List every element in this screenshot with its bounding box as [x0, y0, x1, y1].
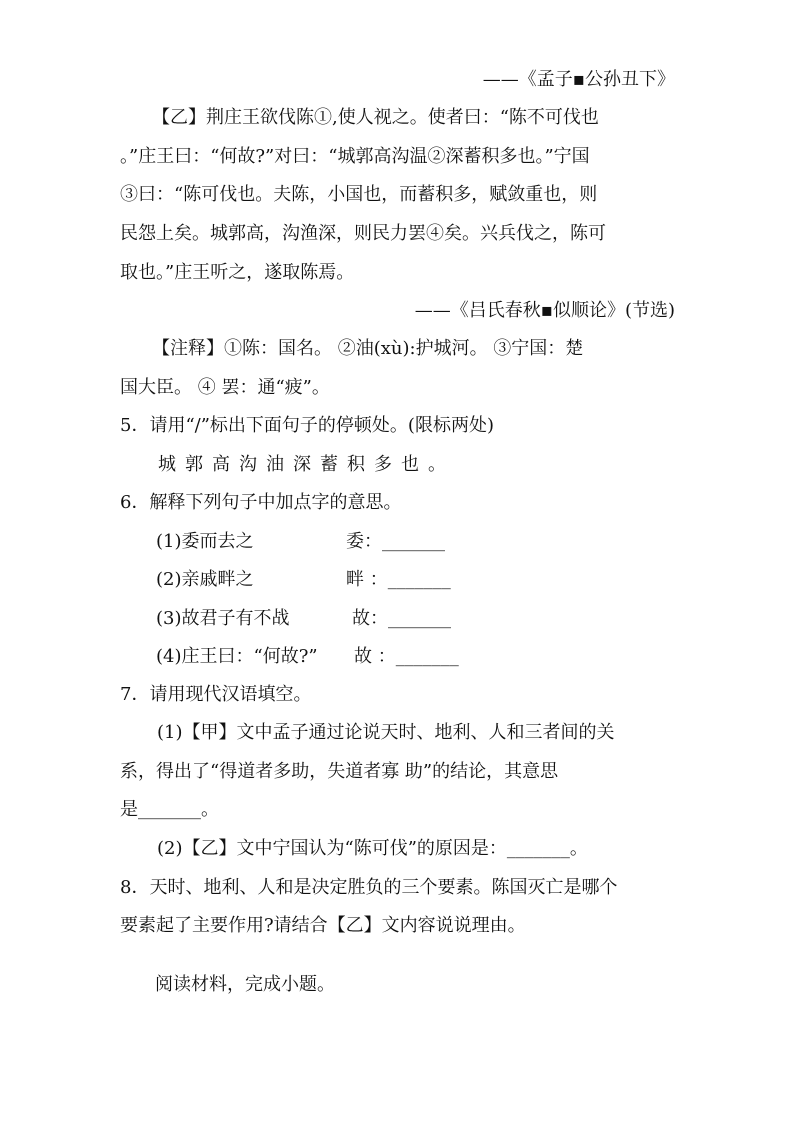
question-7-part-1-line-1: (1)【甲】文中孟子通过论说天时、地利、人和三者间的关	[157, 722, 615, 743]
question-6-item-2: (2)亲戚畔之	[156, 569, 254, 590]
question-6-answer-4: 故 ：_______	[354, 646, 459, 667]
question-6-answer-2: 畔 ：_______	[346, 569, 451, 590]
question-6-item-1: (1)委而去之	[156, 531, 254, 552]
passage-b-line-1: 【乙】荆庄王欲伐陈①,使人视之。使者曰：“陈不可伐也	[152, 107, 599, 128]
question-6-item-4: (4)庄王曰：“何故?”	[156, 646, 318, 667]
question-7-prompt: 7．请用现代汉语填空。	[120, 684, 312, 705]
question-6-prompt: 6．解释下列句子中加点字的意思。	[120, 492, 402, 513]
reading-instruction: 阅读材料，完成小题。	[155, 974, 335, 995]
question-8-line-1: 8．天时、地利、人和是决定胜负的三个要素。陈国灭亡是哪个	[120, 877, 618, 898]
question-6-answer-3: 故：_______	[352, 608, 451, 629]
question-5-prompt: 5．请用“/”标出下面句子的停顿处。(限标两处)	[120, 415, 494, 436]
notes-line-2: 国大臣。 ④ 罢：通“疲”。	[120, 377, 330, 398]
passage-b-line-3: ③曰：“陈可伐也。夫陈，小国也，而蓄积多，赋敛重也，则	[120, 184, 598, 205]
notes-line-1: 【注释】①陈：国名。 ②油(xù):护城河。 ③宁国：楚	[152, 338, 584, 359]
question-5-sentence: 城郭高沟油深蓄积多也。	[158, 454, 455, 475]
source-citation-b: ——《吕氏春秋▪似顺论》(节选)	[414, 300, 675, 321]
passage-b-line-5: 取也。”庄王听之，遂取陈焉。	[120, 262, 355, 283]
passage-b-line-4: 民怨上矣。城郭高，沟渔深，则民力罢④矣。兴兵伐之，陈可	[120, 223, 606, 244]
question-8-line-2: 要素起了主要作用?请结合【乙】文内容说说理由。	[120, 915, 526, 936]
question-6-item-3: (3)故君子有不战	[156, 608, 290, 629]
source-citation-a: ——《孟子▪公孙丑下》	[482, 69, 675, 90]
question-6-answer-1: 委：_______	[346, 531, 445, 552]
passage-b-line-2: 。”庄王曰：“何故?”对曰：“城郭高沟温②深蓄积多也。”宁国	[120, 146, 590, 167]
question-7-part-1-line-3: 是_______。	[120, 799, 219, 820]
question-7-part-1-line-2: 系，得出了“得道者多助，失道者寡 助”的结论，其意思	[120, 761, 559, 782]
question-7-part-2: (2)【乙】文中宁国认为“陈可伐”的原因是：_______。	[157, 838, 588, 859]
